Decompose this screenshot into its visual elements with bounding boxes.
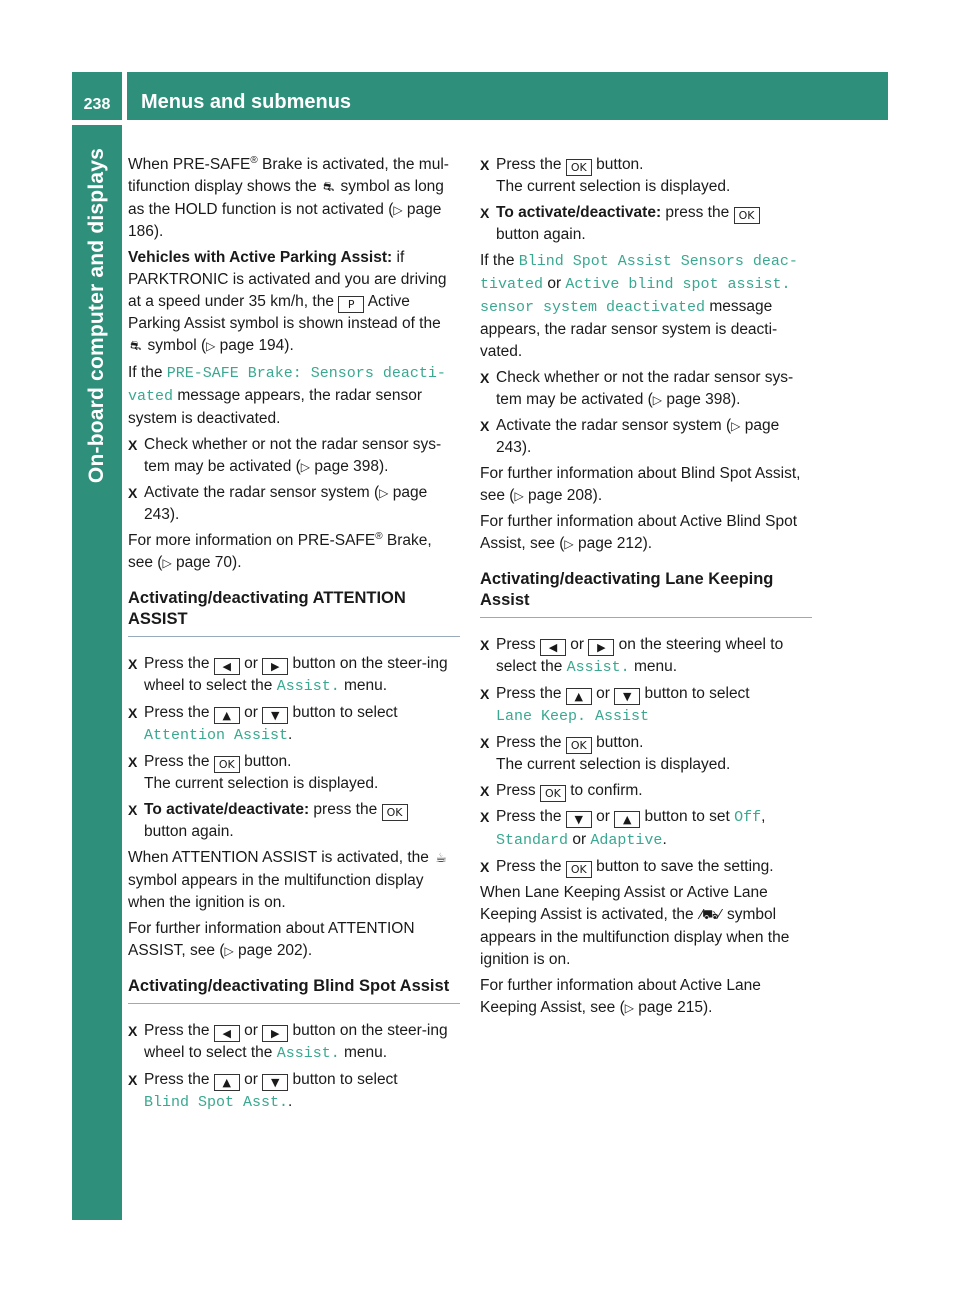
list-item: X Activate the radar sensor system (▷ page 243). xyxy=(480,417,780,456)
brake-hold-icon: ⛐ xyxy=(130,339,142,354)
right-arrow-button-icon: ▶ xyxy=(588,639,614,656)
page-ref-arrow-icon: ▷ xyxy=(624,1001,634,1015)
up-arrow-button-icon: ▲ xyxy=(214,707,240,724)
coffee-cup-icon: ☕ xyxy=(435,851,447,866)
list-item: X Press the ▲ or ▼ button to select Attention Assist. xyxy=(128,704,398,744)
list-item: X Press the ▲ or ▼ button to select Blind Spot Asst.. xyxy=(128,1071,398,1111)
section-heading: Activating/deactivating ATTENTION ASSIST xyxy=(128,588,460,637)
list-item: X Press the OK button. The current selection is displayed. xyxy=(480,734,731,773)
list-item: X Activate the radar sensor system (▷ page 243). xyxy=(128,484,428,523)
left-arrow-button-icon: ◀ xyxy=(214,1025,240,1042)
list-item: X Press the ▲ or ▼ button to select Lane Keep. Assist xyxy=(480,685,750,725)
side-tab-label: On-board computer and displays xyxy=(85,148,108,484)
right-arrow-button-icon: ▶ xyxy=(262,658,288,675)
down-arrow-button-icon: ▼ xyxy=(262,707,288,724)
paragraph: When ATTENTION ASSIST is activated, the ☕ symbol appears in the multifunction display when the ignition is on. xyxy=(128,849,447,911)
ok-button-icon: OK xyxy=(734,207,760,224)
left-arrow-button-icon: ◀ xyxy=(214,658,240,675)
page-ref-arrow-icon: ▷ xyxy=(300,460,311,474)
list-item: X Press the ◀ or ▶ button on the steer-ing wheel to select the Assist. menu. xyxy=(128,1022,448,1062)
list-item: X Press the ▼ or ▲ button to set Off, Standard or Adaptive. xyxy=(480,808,766,849)
brake-hold-icon: ⛐ xyxy=(323,180,335,195)
paragraph: When Lane Keeping Assist or Active Lane Keeping Assist is activated, the ⁄⛟⁄ symbol appears in the multifunction display when the ignition is on. xyxy=(480,884,790,968)
paragraph: For further information about ATTENTION ASSIST, see (▷ page 202). xyxy=(128,920,415,959)
down-arrow-button-icon: ▼ xyxy=(566,811,592,828)
ok-button-icon: OK xyxy=(566,861,592,878)
page-ref-arrow-icon: ▷ xyxy=(564,537,574,551)
side-tab-label-wrap xyxy=(72,148,122,668)
list-item: X Press ◀ or ▶ on the steering wheel to select the Assist. menu. xyxy=(480,636,784,676)
down-arrow-button-icon: ▼ xyxy=(262,1074,288,1091)
page-ref-arrow-icon: ▷ xyxy=(731,419,741,433)
page-ref-arrow-icon: ▷ xyxy=(652,393,663,407)
page-title: Menus and submenus xyxy=(127,72,888,120)
paragraph: If the Blind Spot Assist Sensors deac‐tivated or Active blind spot assist. sensor system deactivated message appears, the radar sensor system is deacti-vated. xyxy=(480,252,798,360)
parking-p-icon: P xyxy=(338,296,364,313)
page-ref-arrow-icon: ▷ xyxy=(206,339,216,353)
page-ref-arrow-icon: ▷ xyxy=(224,944,234,958)
section-heading: Activating/deactivating Lane Keeping Assist xyxy=(480,569,812,618)
page-ref-arrow-icon: ▷ xyxy=(514,489,524,503)
list-item: X Check whether or not the radar sensor sys-tem may be activated (▷ page 398). xyxy=(128,436,442,475)
ok-button-icon: OK xyxy=(214,756,240,773)
section-heading: Activating/deactivating Blind Spot Assist xyxy=(128,976,460,1004)
paragraph: Vehicles with Active Parking Assist: if PARKTRONIC is activated and you are driving at a speed under 35 km/h, the P Active Parking Assist symbol is shown instead of the ⛐ symbol (▷ page 194). xyxy=(128,247,460,358)
down-arrow-button-icon: ▼ xyxy=(614,688,640,705)
list-item: X Press the ◀ or ▶ button on the steer-ing wheel to select the Assist. menu. xyxy=(128,655,448,695)
list-item: X Press OK to confirm. xyxy=(480,782,643,800)
list-item: X Press the OK button. The current selection is displayed. xyxy=(128,753,379,792)
ok-button-icon: OK xyxy=(540,785,566,802)
up-arrow-button-icon: ▲ xyxy=(566,688,592,705)
page-ref-arrow-icon: ▷ xyxy=(162,556,172,570)
right-column xyxy=(480,154,812,1023)
ok-button-icon: OK xyxy=(566,737,592,754)
page-ref-arrow-icon: ▷ xyxy=(393,203,403,217)
paragraph: For further information about Blind Spot Assist, see (▷ page 208). xyxy=(480,465,801,504)
up-arrow-button-icon: ▲ xyxy=(614,811,640,828)
page-number: 238 xyxy=(72,72,122,120)
paragraph: When PRE-SAFE® Brake is activated, the mul-tifunction display shows the ⛐ symbol as long as the HOLD function is not activated (▷ page 186). xyxy=(128,154,449,240)
list-item: X Press the OK button to save the setting. xyxy=(480,858,774,876)
list-item: X To activate/deactivate: press the OK button again. xyxy=(128,799,460,843)
paragraph: For more information on PRE-SAFE® Brake, see (▷ page 70). xyxy=(128,530,432,571)
paragraph: If the PRE-SAFE Brake: Sensors deacti‐vated message appears, the radar sensor system is deactivated. xyxy=(128,364,446,427)
ok-button-icon: OK xyxy=(382,804,408,821)
left-column xyxy=(128,154,460,1118)
list-item: X To activate/deactivate: press the OK button again. xyxy=(480,202,812,246)
display-message: PRE-SAFE Brake: Sensors deacti‐vated xyxy=(128,365,446,405)
left-arrow-button-icon: ◀ xyxy=(540,639,566,656)
up-arrow-button-icon: ▲ xyxy=(214,1074,240,1091)
list-item: X Press the OK button. The current selection is displayed. xyxy=(480,156,731,195)
lane-keeping-icon: ⁄⛟⁄ xyxy=(699,908,721,923)
page-ref-arrow-icon: ▷ xyxy=(379,486,389,500)
paragraph: For further information about Active Lane Keeping Assist, see (▷ page 215). xyxy=(480,977,761,1016)
right-arrow-button-icon: ▶ xyxy=(262,1025,288,1042)
page-header xyxy=(72,72,888,120)
ok-button-icon: OK xyxy=(566,159,592,176)
paragraph: For further information about Active Blind Spot Assist, see (▷ page 212). xyxy=(480,513,798,552)
list-item: X Check whether or not the radar sensor sys-tem may be activated (▷ page 398). xyxy=(480,369,794,408)
